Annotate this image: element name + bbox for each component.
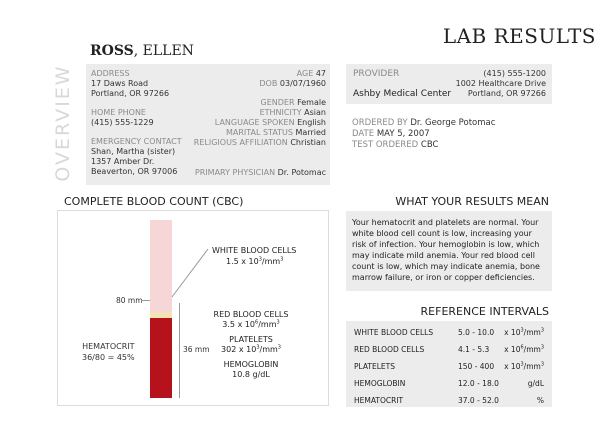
hematocrit-label: HEMATOCRIT bbox=[82, 342, 135, 351]
ordered-by-row bbox=[352, 118, 495, 129]
platelets-label: PLATELETS bbox=[229, 335, 273, 344]
reference-row bbox=[346, 324, 552, 341]
reference-unit: x $10^3/mm^3$ bbox=[504, 327, 544, 337]
language-label: LANGUAGE SPOKEN bbox=[214, 118, 295, 127]
marital-value: Married bbox=[295, 128, 326, 137]
reference-name: WHITE BLOOD CELLS bbox=[354, 328, 434, 337]
reference-range: 12.0 - 18.0 bbox=[458, 379, 499, 388]
provider-phone: (415) 555-1200 bbox=[483, 69, 546, 78]
dob-row bbox=[259, 79, 326, 89]
red-mm-bracket bbox=[176, 303, 180, 398]
meaning-text: Your hematocrit and platelets are normal. Your white blood cell count is low, increasing your risk of infection. Your hemoglobin is low, which may indicate mild anemia. Your red blood cell count is low, which may indicate anemia, bone marrow failure, or iron or copper deficiencies. bbox=[352, 218, 540, 282]
provider-address-line2: Portland, OR 97266 bbox=[467, 89, 546, 98]
reference-unit: g/dL bbox=[527, 379, 544, 388]
hematocrit-block bbox=[82, 341, 135, 363]
ordered-by-value: Dr. George Potomac bbox=[410, 118, 496, 128]
ethnicity-row bbox=[194, 108, 326, 118]
reference-unit: % bbox=[536, 396, 544, 405]
home-phone-label: HOME PHONE bbox=[91, 108, 146, 117]
tube-red-cells bbox=[150, 318, 172, 398]
address-label: ADDRESS bbox=[91, 69, 130, 78]
reference-name: HEMOGLOBIN bbox=[354, 379, 406, 388]
wbc-block bbox=[212, 245, 296, 267]
provider-contact bbox=[456, 69, 546, 99]
cbc-title: COMPLETE BLOOD COUNT (CBC) bbox=[64, 195, 244, 208]
patient-name bbox=[90, 43, 194, 59]
emergency-contact-line2: 1357 Amber Dr. bbox=[91, 157, 155, 166]
gender-label: GENDER bbox=[260, 98, 295, 107]
overview-side-label: OVERVIEW bbox=[52, 64, 74, 182]
religion-label: RELIGIOUS AFFILIATION bbox=[193, 138, 288, 147]
platelets-value: 302 x $10^3/mm^3$ bbox=[221, 344, 281, 354]
total-mm-line bbox=[141, 300, 150, 301]
patient-phone-block bbox=[91, 108, 154, 128]
home-phone-value: (415) 555-1229 bbox=[91, 118, 154, 127]
reference-row bbox=[346, 358, 552, 375]
religion-value: Christian bbox=[290, 138, 326, 147]
provider-address-line1: 1002 Healthcare Drive bbox=[455, 79, 546, 88]
page-title: LAB RESULTS bbox=[442, 24, 596, 48]
age-value: 47 bbox=[315, 69, 326, 78]
gender-value: Female bbox=[297, 98, 326, 107]
reference-title: REFERENCE INTERVALS bbox=[420, 305, 549, 318]
language-value: English bbox=[297, 118, 326, 127]
rbc-label: RED BLOOD CELLS bbox=[213, 310, 289, 319]
tube-plasma bbox=[150, 220, 172, 312]
physician-value: Dr. Potomac bbox=[277, 168, 326, 177]
reference-name: HEMATOCRIT bbox=[354, 396, 404, 405]
emergency-contact-label: EMERGENCY CONTACT bbox=[91, 137, 182, 146]
hemoglobin-value: 10.8 g/dL bbox=[232, 370, 270, 379]
wbc-callout-line bbox=[170, 245, 210, 300]
ordered-by-label: ORDERED BY bbox=[352, 118, 408, 128]
reference-name: PLATELETS bbox=[354, 362, 396, 371]
test-ordered-value: CBC bbox=[420, 140, 439, 150]
meaning-title: WHAT YOUR RESULTS MEAN bbox=[395, 195, 549, 208]
provider-label: PROVIDER bbox=[353, 69, 400, 79]
reference-table bbox=[346, 324, 552, 409]
reference-row bbox=[346, 341, 552, 358]
emergency-contact-line3: Beaverton, OR 97006 bbox=[91, 167, 178, 176]
patient-details bbox=[194, 98, 326, 148]
red-mm-label: 36 mm bbox=[183, 345, 210, 354]
date-row bbox=[352, 129, 495, 140]
order-info bbox=[352, 118, 495, 151]
wbc-value: 1.5 x $10^3/mm^3$ bbox=[226, 256, 284, 266]
dob-value: 03/07/1960 bbox=[279, 79, 326, 88]
test-ordered-row bbox=[352, 140, 495, 151]
cell-values-block bbox=[211, 310, 291, 380]
emergency-contact-line1: Shan, Martha (sister) bbox=[91, 147, 176, 156]
emergency-contact-block bbox=[91, 137, 182, 177]
reference-unit: x $10^3/mm^3$ bbox=[504, 361, 544, 371]
address-line2: Portland, OR 97266 bbox=[91, 89, 170, 98]
age-label: AGE bbox=[296, 69, 314, 78]
hemoglobin-label: HEMOGLOBIN bbox=[223, 360, 279, 369]
date-label: DATE bbox=[352, 129, 375, 139]
test-ordered-label: TEST ORDERED bbox=[352, 140, 419, 150]
hematocrit-calculation: 36/80 = 45% bbox=[82, 353, 135, 362]
reference-row bbox=[346, 392, 552, 409]
patient-address-block bbox=[91, 69, 169, 99]
blood-tube bbox=[150, 220, 172, 398]
ethnicity-label: ETHNICITY bbox=[259, 108, 302, 117]
gender-row bbox=[194, 98, 326, 108]
religion-row bbox=[194, 138, 326, 148]
primary-physician-row bbox=[195, 168, 326, 178]
address-line1: 17 Daws Road bbox=[91, 79, 149, 88]
patient-first-name: , ELLEN bbox=[133, 43, 194, 59]
ethnicity-value: Asian bbox=[304, 108, 326, 117]
date-value: MAY 5, 2007 bbox=[376, 129, 430, 139]
physician-label: PRIMARY PHYSICIAN bbox=[194, 168, 276, 177]
rbc-value: 3.5 x $10^6/mm^3$ bbox=[222, 319, 280, 329]
language-row bbox=[194, 118, 326, 128]
wbc-label: WHITE BLOOD CELLS bbox=[212, 246, 297, 255]
provider-name: Ashby Medical Center bbox=[353, 89, 452, 99]
patient-last-name: ROSS bbox=[90, 43, 134, 59]
age-row bbox=[259, 69, 326, 79]
reference-range: 150 - 400 bbox=[458, 362, 495, 371]
reference-range: 37.0 - 52.0 bbox=[458, 396, 499, 405]
reference-range: 4.1 - 5.3 bbox=[458, 345, 490, 354]
reference-row bbox=[346, 375, 552, 392]
patient-demographics bbox=[259, 69, 326, 89]
dob-label: DOB bbox=[259, 79, 278, 88]
total-mm-label: 80 mm bbox=[116, 296, 143, 305]
reference-unit: x $10^6/mm^3$ bbox=[504, 344, 544, 354]
reference-range: 5.0 - 10.0 bbox=[458, 328, 495, 337]
reference-name: RED BLOOD CELLS bbox=[354, 345, 425, 354]
marital-row bbox=[194, 128, 326, 138]
marital-label: MARITAL STATUS bbox=[225, 128, 293, 137]
